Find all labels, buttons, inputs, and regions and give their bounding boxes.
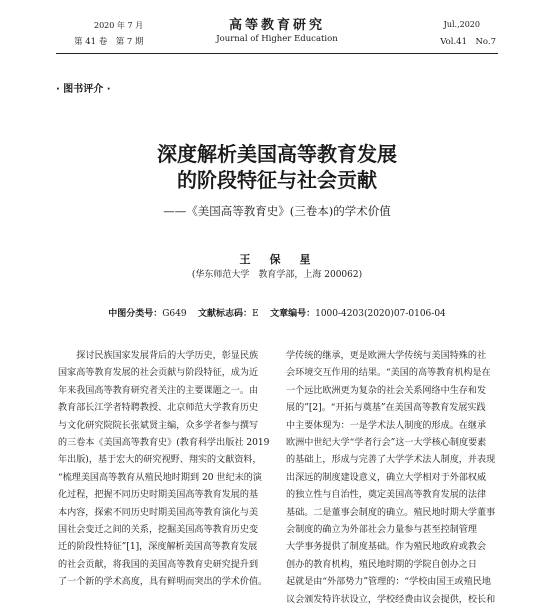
- body-text-line: 化过程，把握不同历史时期美国高等教育发展的基: [58, 490, 259, 501]
- body-text-line: 了一个新的学术高度，具有鲜明而突出的学术价值。: [58, 577, 268, 588]
- clc-label: 中图分类号：: [108, 309, 163, 319]
- body-text-line: 大学事务提供了制度基础。作为殖民地政府或教会: [286, 542, 487, 553]
- running-header: [0, 12, 554, 52]
- body-text-line: 年出版)，基于宏大的研究视野、翔实的文献资料，: [58, 455, 262, 466]
- body-text-line: 起就是由“外部势力”管理的：“学校由国王或殖民地: [286, 577, 491, 588]
- header-volume-cn: 第 41 卷 第 7 期: [74, 37, 144, 47]
- body-text-line: 国社会变迁之间的关系，挖掘美国高等教育历史变: [58, 525, 259, 536]
- doc-code-label: 文献标志码：: [198, 309, 253, 319]
- section-label: · 图书评介 ·: [56, 84, 111, 95]
- body-text-line: 会制度的确立为外部社会力量参与甚至控制管理: [286, 525, 477, 536]
- body-text-line: 议会颁发特许状设立，学校经费由议会提供，校长和: [286, 594, 496, 605]
- body-text-line: 迁的阶段性特征”[1]，深度解析美国高等教育发展: [58, 542, 258, 553]
- body-column-right: [286, 348, 502, 609]
- body-text-line: 创办的教育机构，殖民地时期的学院自创办之日: [286, 559, 477, 570]
- body-text-line: 的独立性与自治性，奠定美国高等教育发展的法律: [286, 490, 487, 501]
- body-text-line: 学传统的继承，更是欧洲大学传统与美国特殊的社: [286, 351, 487, 361]
- journal-name-en: Journal of Higher Education: [216, 34, 338, 44]
- header-rule: [56, 53, 498, 54]
- author-affiliation: (华东师范大学 教育学部，上海 200062): [191, 270, 363, 280]
- body-text-line: 年来我国高等教育研究者关注的主要课题之一。由: [58, 385, 259, 396]
- author-name: 王 保 星: [239, 253, 315, 266]
- body-text-line: 展的”[2]。“开拓与奠基”在美国高等教育发展实践: [286, 403, 486, 414]
- article-number-label: 文章编号：: [270, 309, 316, 319]
- body-text-line: 会环境交互作用的结果。“美国的高等教育机构是在: [286, 368, 491, 379]
- body-text-line: 的三卷本《美国高等教育史》(教育科学出版社 2019: [58, 438, 270, 449]
- body-text-line: 探讨民族国家发展背后的大学历史，彰显民族: [58, 351, 259, 361]
- article-subtitle: ——《美国高等教育史》(三卷本)的学术价值: [163, 204, 391, 218]
- journal-name-cn: 高等教育研究: [228, 18, 325, 33]
- body-text-line: 本内容，探索不同历史时期美国高等教育演化与美: [58, 507, 259, 518]
- article-title-line-2: 的阶段特征与社会贡献: [177, 168, 377, 192]
- body-text-line: 国家高等教育发展的社会贡献与阶段特征，成为近: [58, 368, 259, 379]
- body-text-line: 出深远的制度建设意义，确立大学相对于外部权威: [286, 472, 487, 483]
- header-volume-en: Vol.41 No.7: [440, 37, 496, 47]
- body-text-line: 欧洲中世纪大学“学者行会”这一大学核心制度要素: [286, 438, 487, 449]
- header-date-en: Jul.,2020: [443, 20, 480, 29]
- article-number-value: 1000-4203(2020)07-0106-04: [315, 309, 446, 319]
- clc-value: G649: [162, 309, 187, 319]
- doc-code-value: E: [252, 309, 259, 319]
- body-text-line: 与文化研究院院长张斌贤主编，众多学者参与撰写: [58, 420, 259, 431]
- body-text-line: 的基础上，形成与完善了大学学术法人制度，并表现: [286, 455, 496, 466]
- body-column-left: [58, 348, 274, 592]
- body-text-line: 中主要体现为：一是学术法人制度的形成。在继承: [286, 420, 487, 431]
- article-title-line-1: 深度解析美国高等教育发展: [157, 142, 397, 166]
- body-text-line: 基础。二是董事会制度的确立。殖民地时期大学董事: [286, 507, 496, 518]
- classification-line: [0, 306, 554, 319]
- body-text-line: 教育部长江学者特聘教授、北京师范大学教育历史: [58, 403, 259, 414]
- body-text-line: 的社会贡献，将我国的美国高等教育史研究提升到: [58, 559, 259, 570]
- body-text-line: “梳理美国高等教育从殖民地时期到 20 世纪末的演: [58, 472, 262, 483]
- body-text-line: 一个远比欧洲更为复杂的社会关系网络中生存和发: [286, 385, 487, 396]
- header-date-cn: 2020 年 7 月: [94, 21, 144, 30]
